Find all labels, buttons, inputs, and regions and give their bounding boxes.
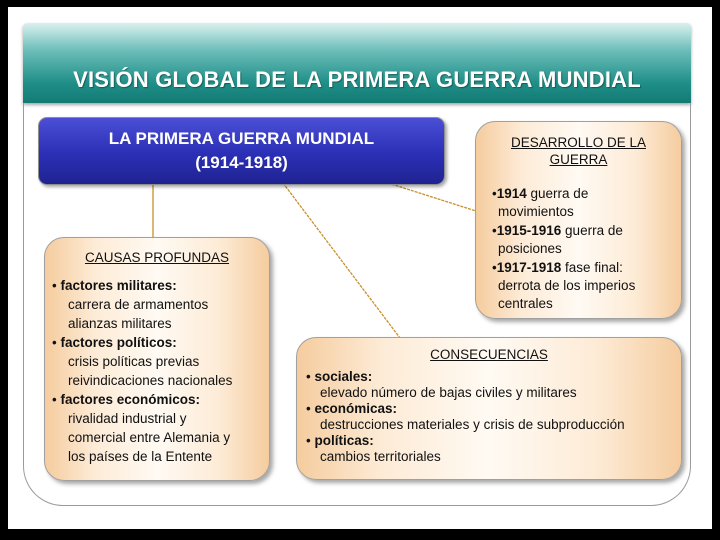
causas-heading-text: factores políticos: [60, 335, 177, 350]
desarrollo-item-3-cont: centrales [498, 296, 553, 311]
desarrollo-item-year: 1914 [496, 186, 527, 201]
causas-line: comercial entre Alemania y [68, 430, 231, 445]
causas-group-heading [52, 391, 200, 409]
desarrollo-item-1-cont: movimientos [498, 204, 574, 219]
causas-group-heading [52, 334, 177, 352]
slide [8, 7, 712, 529]
consecuencias-line: elevado número de bajas civiles y militares [320, 385, 577, 400]
desarrollo-title-line2: GUERRA [549, 152, 608, 167]
desarrollo-title [476, 134, 681, 168]
consecuencias-heading-text: políticas: [314, 433, 374, 448]
consecuencias-title: CONSECUENCIAS [430, 347, 548, 362]
main-topic-title: LA PRIMERA GUERRA MUNDIAL [108, 129, 375, 148]
causas-heading-text: factores militares: [60, 278, 177, 293]
consecuencias-box [296, 337, 682, 480]
desarrollo-item-text: guerra de [561, 223, 623, 238]
bullet-icon: • [52, 392, 57, 407]
desarrollo-item-2-cont: posiciones [498, 241, 562, 256]
bullet-icon: • [492, 223, 497, 238]
causas-line: reivindicaciones nacionales [68, 373, 233, 388]
main-topic-box [38, 117, 445, 185]
bullet-icon: • [306, 369, 311, 384]
causas-line: los países de la Entente [68, 449, 213, 464]
desarrollo-item-3 [492, 259, 623, 277]
desarrollo-item-3-cont: derrota de los imperios [498, 278, 636, 293]
consecuencias-line: cambios territoriales [320, 449, 441, 464]
causas-line: rivalidad industrial y [68, 411, 187, 426]
causas-line: crisis políticas previas [68, 354, 200, 369]
causas-box [44, 237, 270, 481]
bullet-icon: • [492, 260, 497, 275]
desarrollo-item-year: 1915-1916 [496, 223, 562, 238]
desarrollo-item-year: 1917-1918 [496, 260, 562, 275]
causas-line: carrera de armamentos [68, 297, 209, 312]
desarrollo-item-text: fase final: [561, 260, 623, 275]
main-topic-dates: (1914-1918) [195, 153, 288, 172]
bullet-icon: • [306, 433, 311, 448]
desarrollo-item-1 [492, 185, 588, 203]
bullet-icon: • [492, 186, 497, 201]
consecuencias-line: destrucciones materiales y crisis de subproducción [320, 417, 625, 432]
causas-title: CAUSAS PROFUNDAS [84, 250, 230, 265]
desarrollo-title-line1: DESARROLLO DE LA [510, 135, 647, 150]
desarrollo-item-2 [492, 222, 623, 240]
consecuencias-heading-text: económicas: [314, 401, 398, 416]
causas-line: alianzas militares [68, 316, 172, 331]
connector-main-consecuencias [283, 183, 400, 338]
causas-heading-text: factores económicos: [60, 392, 201, 407]
bullet-icon: • [306, 401, 311, 416]
page-title: VISIÓN GLOBAL DE LA PRIMERA GUERRA MUNDIAL [73, 67, 641, 92]
connector-main-desarrollo [388, 183, 476, 211]
consecuencias-heading-text: sociales: [314, 369, 373, 384]
desarrollo-box [475, 121, 682, 319]
bullet-icon: • [52, 335, 57, 350]
bullet-icon: • [52, 278, 57, 293]
desarrollo-item-text: guerra de [526, 186, 589, 201]
causas-group-heading [52, 277, 177, 295]
